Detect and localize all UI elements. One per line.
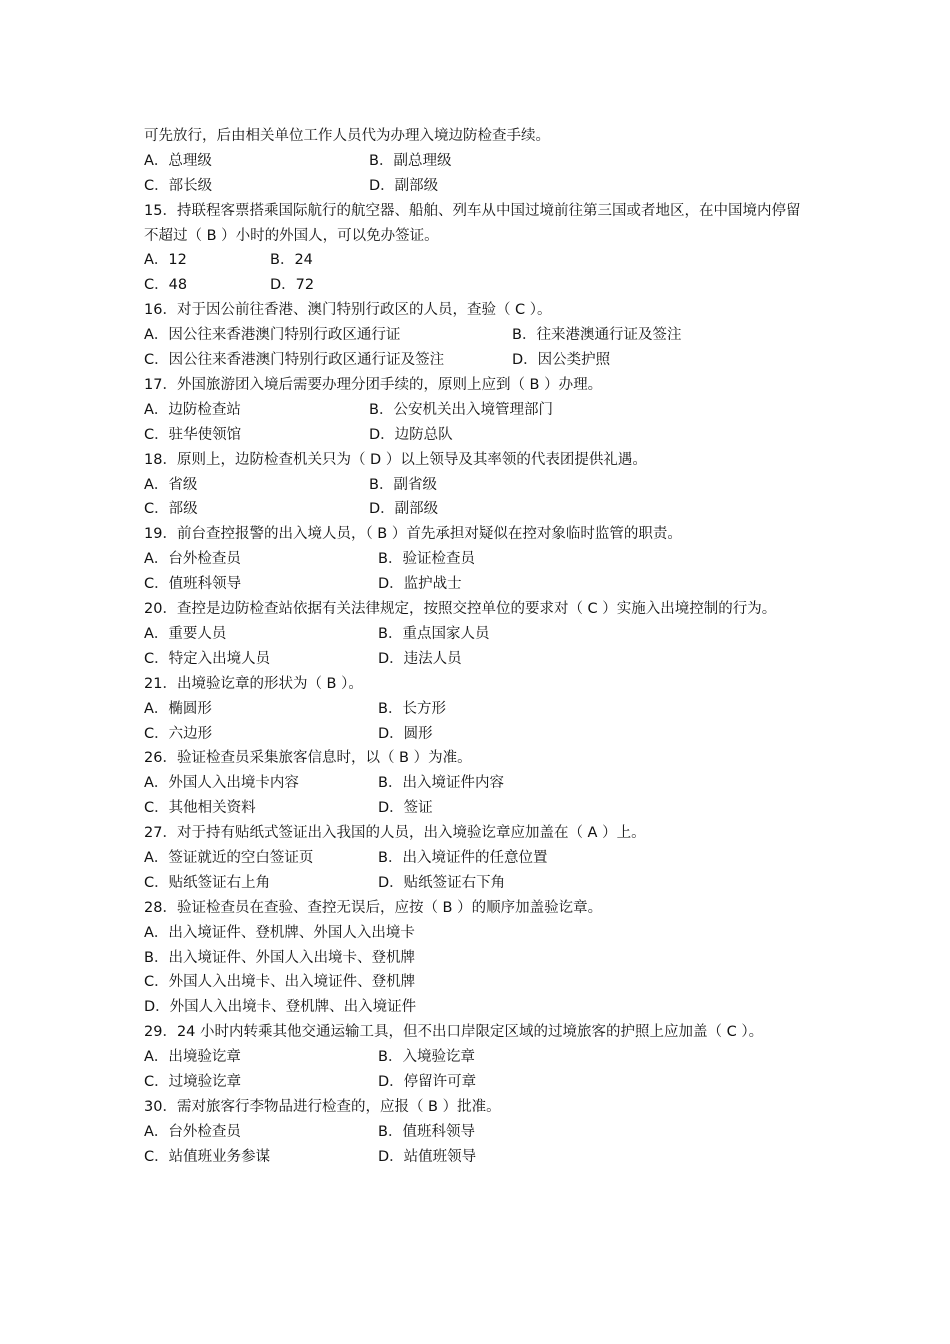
answer-option: A．省级: [144, 476, 198, 493]
question-stem: 17．外国旅游团入境后需要办理分团手续的，原则上应到（ B ）办理。: [144, 376, 603, 393]
option-row: [144, 1045, 814, 1070]
answer-option: C．部长级: [144, 177, 213, 194]
question-stem: 29．24 小时内转乘其他交通运输工具，但不出口岸限定区域的过境旅客的护照上应加盖（ C ）。: [144, 1024, 764, 1041]
answer-option: B．公安机关出入境管理部门: [369, 401, 553, 418]
answer-option: B．值班科领导: [378, 1123, 475, 1140]
option-row: [144, 722, 814, 747]
answer-option: D．停留许可章: [378, 1074, 477, 1091]
option-row: [144, 995, 814, 1020]
option-row: [144, 796, 814, 821]
answer-option: A．出入境证件、登机牌、外国人入出境卡: [144, 924, 415, 941]
answer-option: C．六边形: [144, 725, 213, 742]
answer-option: D．副部级: [369, 501, 439, 518]
option-row: [144, 871, 814, 896]
question-stem: 27．对于持有贴纸式签证出入我国的人员，出入境验讫章应加盖在（ A ）上。: [144, 825, 646, 842]
option-row: [144, 1120, 814, 1145]
question-stem: 16．对于因公前往香港、澳门特别行政区的人员，查验（ C ）。: [144, 302, 552, 319]
answer-option: B．验证检查员: [378, 551, 475, 568]
option-row: [144, 248, 814, 273]
answer-option: A．总理级: [144, 152, 212, 169]
answer-option: B．出入境证件、外国人入出境卡、登机牌: [144, 949, 415, 966]
answer-option: D．站值班领导: [378, 1148, 477, 1165]
answer-option: C．48: [144, 277, 188, 294]
answer-option: D．边防总队: [369, 426, 453, 443]
answer-option: A．出境验讫章: [144, 1049, 241, 1066]
answer-option: D．贴纸签证右下角: [378, 874, 506, 891]
answer-option: C．部级: [144, 501, 198, 518]
answer-option: B．24: [270, 252, 313, 269]
option-row: [144, 398, 814, 423]
option-row: [144, 497, 814, 522]
answer-option: C．过境验讫章: [144, 1074, 242, 1091]
answer-option: D．监护战士: [378, 576, 462, 593]
option-row: [144, 174, 814, 199]
document-page: [144, 124, 814, 1170]
option-row: [144, 921, 814, 946]
option-row: [144, 323, 814, 348]
option-row: [144, 473, 814, 498]
answer-option: A．台外检查员: [144, 551, 241, 568]
answer-option: A．边防检查站: [144, 401, 241, 418]
answer-option: B．出入境证件的任意位置: [378, 849, 548, 866]
option-row: [144, 846, 814, 871]
answer-option: C．值班科领导: [144, 576, 242, 593]
answer-option: B．副省级: [369, 476, 437, 493]
option-row: [144, 149, 814, 174]
answer-option: C．贴纸签证右上角: [144, 874, 271, 891]
answer-option: B．入境验讫章: [378, 1049, 475, 1066]
answer-option: A．因公往来香港澳门特别行政区通行证: [144, 327, 401, 344]
answer-option: C．外国人入出境卡、出入境证件、登机牌: [144, 974, 416, 991]
answer-option: B．副总理级: [369, 152, 452, 169]
question-stem: 28．验证检查员在查验、查控无误后，应按（ B ）的顺序加盖验讫章。: [144, 899, 603, 916]
option-row: [144, 423, 814, 448]
answer-option: D．副部级: [369, 177, 439, 194]
answer-option: D．签证: [378, 800, 433, 817]
question-stem: 19．前台查控报警的出入境人员，（ B ）首先承担对疑似在控对象临时监管的职责。: [144, 526, 682, 543]
answer-option: B．长方形: [378, 700, 446, 717]
option-row: [144, 273, 814, 298]
question-stem: 21．出境验讫章的形状为（ B ）。: [144, 675, 363, 692]
question-stem: 15．持联程客票搭乘国际航行的航空器、船舶、列车从中国过境前往第三国或者地区，在中国境内停留不超过（ B ）小时的外国人，可以免办签证。: [144, 202, 801, 244]
answer-option: A．台外检查员: [144, 1123, 241, 1140]
answer-option: C．因公往来香港澳门特别行政区通行证及签注: [144, 352, 445, 369]
answer-option: C．驻华使领馆: [144, 426, 242, 443]
answer-option: D．72: [270, 277, 315, 294]
answer-option: B．出入境证件内容: [378, 775, 504, 792]
option-row: [144, 771, 814, 796]
continuation-text: 可先放行，后由相关单位工作人员代为办理入境边防检查手续。: [144, 128, 550, 144]
option-row: [144, 622, 814, 647]
answer-option: D．因公类护照: [512, 352, 611, 369]
option-row: [144, 946, 814, 971]
option-row: [144, 970, 814, 995]
answer-option: B．重点国家人员: [378, 625, 490, 642]
answer-option: D．圆形: [378, 725, 433, 742]
option-row: [144, 697, 814, 722]
answer-option: A．外国人入出境卡内容: [144, 775, 299, 792]
option-row: [144, 572, 814, 597]
option-row: [144, 1145, 814, 1170]
answer-option: A．12: [144, 252, 187, 269]
answer-option: C．其他相关资料: [144, 800, 256, 817]
question-stem: 18．原则上，边防检查机关只为（ D ）以上领导及其率领的代表团提供礼遇。: [144, 451, 647, 468]
answer-option: A．椭圆形: [144, 700, 212, 717]
option-row: [144, 348, 814, 373]
answer-option: D．外国人入出境卡、登机牌、出入境证件: [144, 999, 417, 1016]
question-stem: 30．需对旅客行李物品进行检查的，应报（ B ）批准。: [144, 1098, 501, 1115]
question-stem: 26．验证检查员采集旅客信息时，以（ B ）为准。: [144, 750, 472, 767]
question-stem: 20．查控是边防检查站依据有关法律规定，按照交控单位的要求对（ C ）实施入出境控制的行为。: [144, 601, 777, 618]
option-row: [144, 647, 814, 672]
answer-option: A．签证就近的空白签证页: [144, 849, 314, 866]
answer-option: A．重要人员: [144, 625, 227, 642]
answer-option: C．特定入出境人员: [144, 650, 271, 667]
option-row: [144, 547, 814, 572]
answer-option: C．站值班业务参谋: [144, 1148, 271, 1165]
answer-option: B．往来港澳通行证及签注: [512, 327, 682, 344]
answer-option: D．违法人员: [378, 650, 462, 667]
option-row: [144, 1070, 814, 1095]
